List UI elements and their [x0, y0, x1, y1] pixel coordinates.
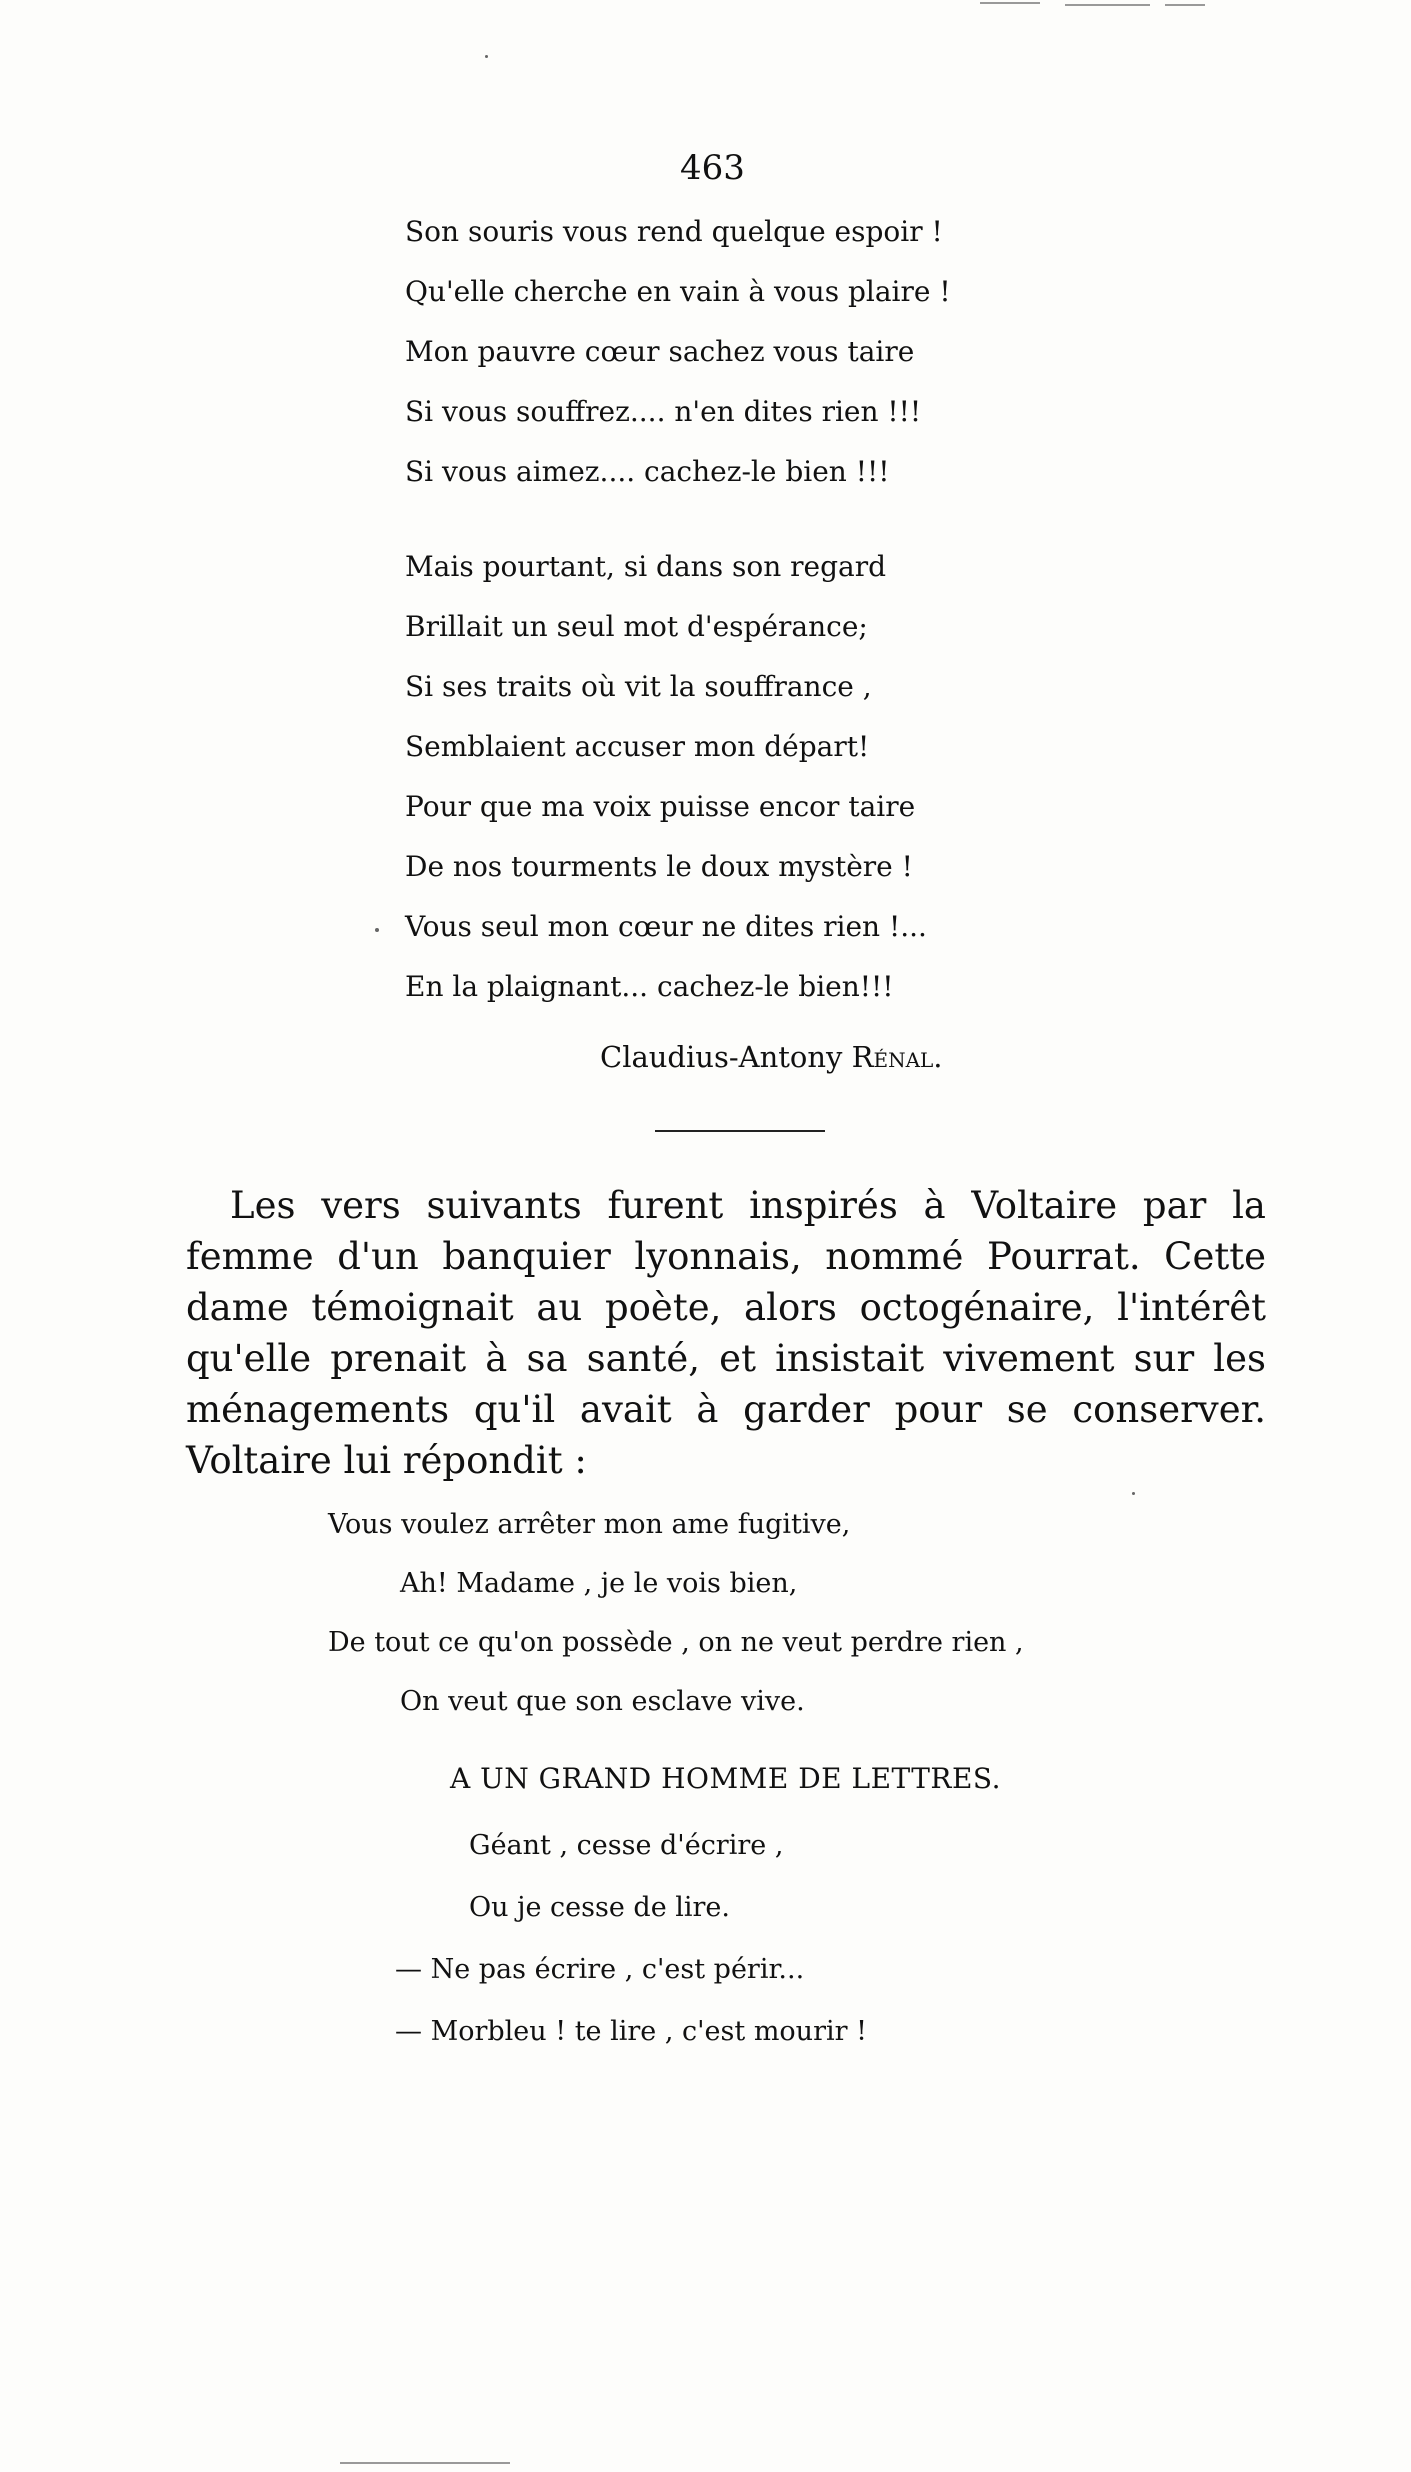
poem-line: Qu'elle cherche en vain à vous plaire ! [405, 275, 951, 308]
signature-first-name: Claudius-Antony [600, 1040, 843, 1074]
epigram-heading: A UN GRAND HOMME DE LETTRES. [450, 1762, 1001, 1795]
poem-line: De tout ce qu'on possède , on ne veut perdre rien , [328, 1627, 1024, 1658]
poem-line: En la plaignant... cachez-le bien!!! [405, 970, 894, 1003]
poem-line: Si vous aimez.... cachez-le bien !!! [405, 455, 890, 488]
poem-line: Pour que ma voix puisse encor taire [405, 790, 916, 823]
poem-line: Mon pauvre cœur sachez vous taire [405, 335, 915, 368]
poem-signature [600, 1040, 943, 1074]
poem-line: Ah! Madame , je le vois bien, [400, 1568, 798, 1599]
poem-line: Ou je cesse de lire. [469, 1892, 730, 1923]
page-number: 463 [680, 148, 745, 188]
scan-speck [485, 55, 488, 58]
poem-line: Vous voulez arrêter mon ame fugitive, [328, 1509, 851, 1540]
poem-line: Mais pourtant, si dans son regard [405, 550, 887, 583]
poem-line: Son souris vous rend quelque espoir ! [405, 215, 943, 248]
scan-mark [980, 2, 1040, 4]
prose-paragraph: Les vers suivants furent inspirés à Voltaire par la femme d'un banquier lyonnais, nommé Pourrat. Cette dame témoignait au poète, alors octogénaire, l'intérêt qu'elle prenait à sa santé, et insistait vivement sur les ménagements qu'il avait à garder pour se conserver. Voltaire lui répondit : [186, 1184, 1266, 1482]
scan-mark [1065, 4, 1150, 6]
poem-line: Si vous souffrez.... n'en dites rien !!! [405, 395, 922, 428]
poem-line: Si ses traits où vit la souffrance , [405, 670, 872, 703]
section-divider [655, 1130, 825, 1132]
poem-line: On veut que son esclave vive. [400, 1686, 805, 1717]
poem-line: Géant , cesse d'écrire , [469, 1830, 784, 1861]
epigram [395, 1815, 867, 2063]
voltaire-poem [328, 1495, 1024, 1731]
poem-line: — Ne pas écrire , c'est périr... [395, 1954, 805, 1985]
poem-stanza-1 [405, 202, 951, 502]
poem-line: Semblaient accuser mon départ! [405, 730, 870, 763]
poem-line: De nos tourments le doux mystère ! [405, 850, 913, 883]
scan-speck [375, 928, 379, 932]
poem-line: — Morbleu ! te lire , c'est mourir ! [395, 2016, 867, 2047]
scan-speck [1132, 1492, 1135, 1495]
scan-mark [1165, 4, 1205, 6]
poem-line: Brillait un seul mot d'espérance; [405, 610, 868, 643]
poem-line: Vous seul mon cœur ne dites rien !... [405, 910, 927, 943]
scan-mark [340, 2462, 510, 2464]
poem-stanza-2 [405, 537, 927, 1017]
signature-last-name: Rénal. [851, 1040, 943, 1074]
